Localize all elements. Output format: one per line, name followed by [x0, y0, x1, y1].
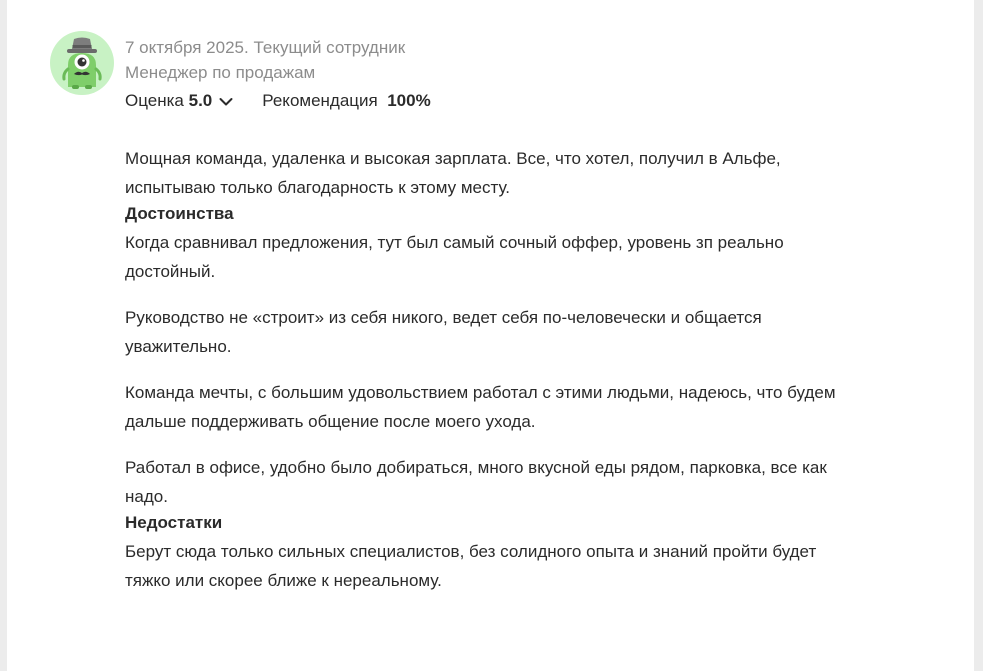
review-meta — [125, 35, 405, 85]
cons-title: Недостатки — [125, 513, 223, 532]
reviewer-position: Менеджер по продажам — [125, 63, 316, 82]
recommendation — [262, 91, 430, 111]
rating-label: Оценка — [125, 91, 184, 110]
pros-paragraph: Когда сравнивал предложения, тут был самый сочный оффер, уровень зп реально достойный. — [125, 233, 784, 281]
review-intro: Мощная команда, удаленка и высокая зарплата. Все, что хотел, получил в Альфе, испытываю только благодарность к этому месту. — [125, 149, 781, 197]
review-date-status: 7 октября 2025. Текущий сотрудник — [125, 38, 406, 57]
pros-title: Достоинства — [125, 204, 234, 223]
recommendation-value: 100% — [387, 91, 431, 110]
avatar — [50, 31, 114, 95]
anonymous-monster-avatar-icon — [50, 31, 114, 95]
rating-value: 5.0 — [188, 91, 213, 110]
review-card — [7, 0, 974, 671]
cons-paragraph: Берут сюда только сильных специалистов, без солидного опыта и знаний пройти будет тяжко или скорее ближе к нереальному. — [125, 542, 817, 590]
review-ratings — [125, 91, 431, 111]
rating-toggle[interactable] — [125, 91, 233, 111]
pros-paragraph: Команда мечты, с большим удовольствием работал с этими людьми, надеюсь, что будем дальше поддерживать общение после моего ухода. — [125, 383, 836, 431]
chevron-down-icon — [219, 97, 233, 107]
pros-paragraph: Руководство не «строит» из себя никого, ведет себя по-человечески и общается уважительно. — [125, 308, 762, 356]
pros-paragraph: Работал в офисе, удобно было добираться, много вкусной еды рядом, парковка, все как надо. — [125, 458, 827, 506]
review-body — [125, 144, 845, 595]
recommendation-label: Рекомендация — [262, 91, 378, 110]
